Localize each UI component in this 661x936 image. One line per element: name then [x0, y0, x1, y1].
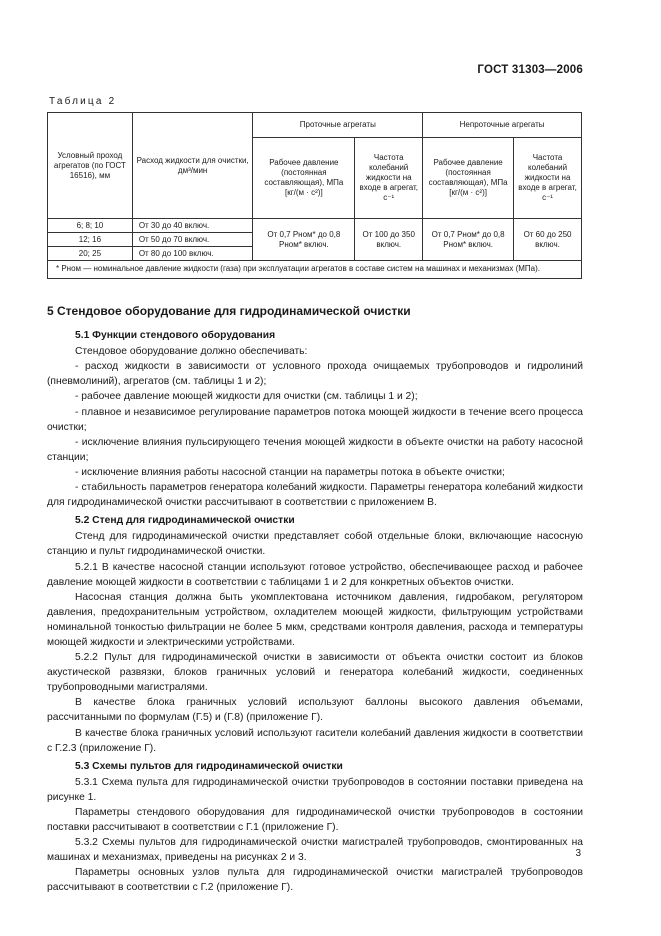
header-pressure: Рабочее давление (постоянная составляющая), МПа [кг/(м · с²)]: [423, 138, 514, 219]
list-item: - исключение влияния работы насосной станции на параметры потока в объекте очистки;: [75, 466, 505, 478]
cell-flow: От 30 до 40 включ.: [132, 219, 253, 233]
cell-frequency-flow: От 100 до 350 включ.: [355, 219, 423, 261]
paragraph: 5.2.1 В качестве насосной станции используют готовое устройство, обеспечивающее расход и рабочее давление моющей жидкости в соответствии с таблицами 1 и 2 для конкретных объектов очистки.: [47, 561, 583, 588]
paragraph: В качестве блока граничных условий используют баллоны высокого давления объемами, рассчитанными по формулам (Г.5) и (Г.8) (приложение Г).: [47, 697, 583, 724]
table-2: [47, 112, 582, 279]
paragraph: Стендовое оборудование должно обеспечивать:: [75, 346, 308, 358]
document-id: ГОСТ 31303—2006: [477, 64, 583, 76]
header-frequency: Частота колебаний жидкости на входе в агрегат, с⁻¹: [514, 138, 582, 219]
cell-bore: 12; 16: [48, 233, 133, 247]
cell-flow: От 50 до 70 включ.: [132, 233, 253, 247]
paragraph: Стенд для гидродинамической очистки представляет собой отдельные блоки, включающие насосную станцию и пульт гидродинамической очистки.: [47, 531, 583, 558]
list-item: - исключение влияния пульсирующего течения моющей жидкости в объекте очистки на работу насосной станции;: [47, 436, 583, 463]
paragraph: 5.3.2 Схемы пультов для гидродинамической очистки магистралей трубопроводов, смонтированных на машинах и механизмах, приведены на рисунках 2 и 3.: [47, 837, 583, 864]
paragraph: Параметры основных узлов пульта для гидродинамической очистки магистралей трубопроводов рассчитывают в соответствии с Г.2 (приложение Г).: [47, 867, 583, 894]
header-frequency: Частота колебаний жидкости на входе в агрегат, с⁻¹: [355, 138, 423, 219]
cell-pressure-flow: От 0,7 Pном* до 0,8 Pном* включ.: [253, 219, 355, 261]
paragraph: 5.2.2 Пульт для гидродинамической очистки в зависимости от объекта очистки состоит из блоков акустической развязки, блоков граничных условий и генератора колебаний жидкости, соединенных трубопроводными магистралями.: [47, 652, 583, 694]
cell-flow: От 80 до 100 включ.: [132, 247, 253, 261]
list-item: - плавное и независимое регулирование параметров потока моющей жидкости в течение всего процесса очистки;: [47, 406, 583, 433]
cell-bore: 6; 8; 10: [48, 219, 133, 233]
list-item: - рабочее давление моющей жидкости для очистки (см. таблицы 1 и 2);: [75, 391, 418, 403]
paragraph: Насосная станция должна быть укомплектована источником давления, гидробаком, регулятором давления, предохранительным устройством, охладителем моющей жидкости, фильтрующим устройствами номинальной тонкостью фильтрации не более 5 мкм, средствами контроля давления, расхода и температуры моющей жидкости и электрическими устройствами.: [47, 591, 583, 648]
subsection-title: 5.1 Функции стендового оборудования: [75, 330, 276, 342]
paragraph: Параметры стендового оборудования для гидродинамической очистки трубопроводов в состоянии поставки рассчитывают в соответствии с Г.1 (приложение Г).: [47, 807, 583, 834]
page-number: 3: [575, 848, 581, 859]
cell-frequency-nonflow: От 60 до 250 включ.: [514, 219, 582, 261]
header-group-nonflow: Непроточные агрегаты: [423, 113, 582, 138]
list-item: - расход жидкости в зависимости от условного прохода очищаемых трубопроводов и гидролиний (пневмолиний), агрегатов (см. таблицы 1 и 2);: [47, 361, 583, 388]
header-group-flow: Проточные агрегаты: [253, 113, 423, 138]
table-caption: Таблица 2: [49, 96, 117, 107]
section-5: [47, 302, 583, 896]
cell-pressure-nonflow: От 0,7 Pном* до 0,8 Pном* включ.: [423, 219, 514, 261]
paragraph: 5.3.1 Схема пульта для гидродинамической очистки трубопроводов в состоянии поставки приведена на рисунке 1.: [47, 776, 583, 803]
cell-bore: 20; 25: [48, 247, 133, 261]
subsection-title: 5.2 Стенд для гидродинамической очистки: [75, 515, 295, 527]
table-footnote: * Pном — номинальное давление жидкости (газа) при эксплуатации агрегатов в составе систем на машинах и механизмах (МПа).: [48, 261, 582, 279]
section-title: 5 Стендовое оборудование для гидродинамической очистки: [47, 304, 411, 318]
header-bore: Условный проход агрегатов (по ГОСТ 16516), мм: [48, 113, 133, 219]
paragraph: В качестве блока граничных условий используют гасители колебаний давления жидкости в соответствии с Г.2.3 (приложение Г).: [47, 727, 583, 754]
subsection-title: 5.3 Схемы пультов для гидродинамической очистки: [75, 760, 343, 772]
list-item: - стабильность параметров генератора колебаний жидкости. Параметры генератора колебаний жидкости для гидродинамической очистки рассчитывают в соответствии с приложением В.: [47, 482, 583, 509]
header-pressure: Рабочее давление (постоянная составляющая), МПа [кг/(м · с²)]: [253, 138, 355, 219]
header-flow: Расход жидкости для очистки, дм³/мин: [132, 113, 253, 219]
